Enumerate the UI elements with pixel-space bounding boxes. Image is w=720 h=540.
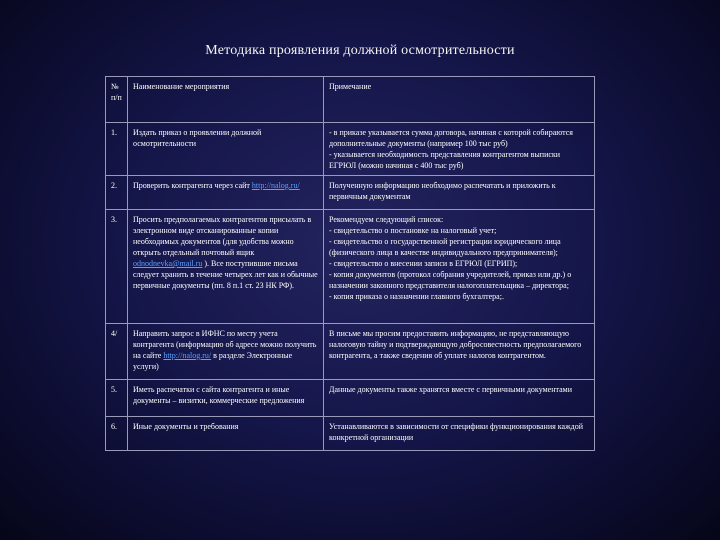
action-text: Просить предполагаемых контрагентов присылать в электронном виде отсканированные копии необходимых документов (для удобства можно открыть отдельный почтовый ящик bbox=[133, 215, 312, 257]
procedure-table bbox=[105, 76, 595, 451]
row-note bbox=[324, 176, 595, 210]
table-row bbox=[106, 417, 595, 451]
note-line: - копия документов (протокол собрания учредителей, приказ или др.) о назначении законного представителя налогоплательщика – директора; bbox=[329, 270, 572, 290]
note-line: - указывается необходимость представления контрагентом выписки ЕГРЮЛ (можно начиная с 400 тыс руб) bbox=[329, 150, 561, 170]
nalog-link[interactable]: http://nalog.ru/ bbox=[163, 351, 212, 360]
row-note bbox=[324, 380, 595, 417]
row-num: 2. bbox=[106, 176, 128, 210]
row-num: 5. bbox=[106, 380, 128, 417]
row-note bbox=[324, 324, 595, 380]
nalog-link[interactable]: http://nalog.ru/ bbox=[251, 181, 300, 190]
note-line: - в приказе указывается сумма договора, начиная с которой собираются дополнительные документы (например 100 тыс руб) bbox=[329, 128, 573, 148]
email-link[interactable]: odnodnevka@mail.ru bbox=[133, 259, 203, 268]
note-line: - копия приказа о назначении главного бухгалтера;. bbox=[329, 292, 504, 301]
table-row bbox=[106, 380, 595, 417]
note-line: - свидетельство о государственной регистрации юридического лица (физического лица в качестве индивидуального предпринимателя); bbox=[329, 237, 561, 257]
row-action bbox=[128, 324, 324, 380]
row-action: Иметь распечатки с сайта контрагента и иные документы – визитки, коммерческие предложения bbox=[128, 380, 324, 417]
table-row bbox=[106, 176, 595, 210]
action-text: ). Все поступившие письма следует хранить в течение четырех лет как и обычные первичные документы (пп. 8 п.1 ст. 23 НК РФ). bbox=[133, 259, 318, 290]
action-text: Направить запрос в ИФНС по месту учета контрагента (информацию об адресе можно получить на сайте bbox=[133, 329, 317, 360]
table-row bbox=[106, 210, 595, 324]
note-line: Рекомендуем следующий список: bbox=[329, 215, 444, 224]
row-num: 3. bbox=[106, 210, 128, 324]
note-line: В письме мы просим предоставить информацию, не представляющую налоговую тайну и подтверждающую добросовестность предполагаемого контрагента, а также сведения об уплате налогов контрагентом. bbox=[329, 329, 582, 360]
table-row bbox=[106, 324, 595, 380]
note-line: - свидетельство о внесении записи в ЕГРЮЛ (ЕГРИП); bbox=[329, 259, 518, 268]
note-line: Полученную информацию необходимо распечатать и приложить к первичным документам bbox=[329, 181, 556, 201]
action-text: Проверить контрагента через сайт bbox=[133, 181, 250, 190]
row-action: Иные документы и требования bbox=[128, 417, 324, 451]
header-note: Примечание bbox=[324, 77, 595, 123]
row-note bbox=[324, 123, 595, 176]
action-text: в разделе Электронные услуги) bbox=[133, 351, 293, 371]
row-note bbox=[324, 417, 595, 451]
row-num: 1. bbox=[106, 123, 128, 176]
slide-title: Методика проявления должной осмотрительности bbox=[205, 43, 515, 58]
note-line: Данные документы также хранятся вместе с первичными документами bbox=[329, 385, 572, 394]
row-action: Издать приказ о проявлении должной осмотрительности bbox=[128, 123, 324, 176]
row-action bbox=[128, 176, 324, 210]
header-num: № п/п bbox=[106, 77, 128, 123]
row-note bbox=[324, 210, 595, 324]
table-row bbox=[106, 123, 595, 176]
row-num: 4/ bbox=[106, 324, 128, 380]
note-line: Устанавливаются в зависимости от специфики функционирования каждой конкретной организации bbox=[329, 422, 583, 442]
table-header-row bbox=[106, 77, 595, 123]
header-action: Наименование мероприятия bbox=[128, 77, 324, 123]
row-action bbox=[128, 210, 324, 324]
note-line: - свидетельство о постановке на налоговый учет; bbox=[329, 226, 497, 235]
row-num: 6. bbox=[106, 417, 128, 451]
